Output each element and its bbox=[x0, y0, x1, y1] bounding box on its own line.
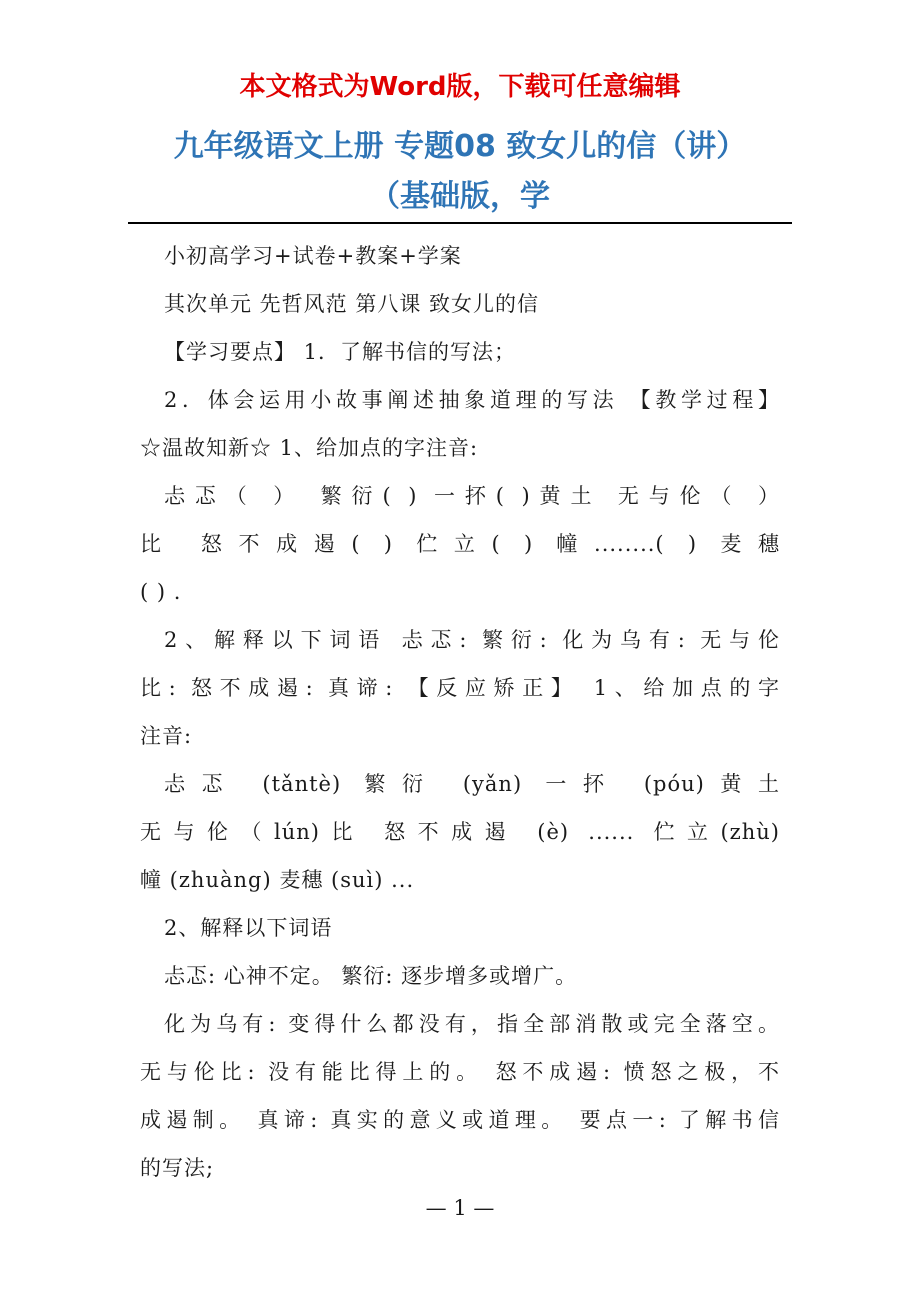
body-line: 小初高学习+试卷+教案+学案 bbox=[164, 244, 462, 268]
body-line: 比: 怒不成遏: 真谛: 【反应矫正】 1、给加点的字 bbox=[140, 676, 780, 700]
body-line: ( ) . bbox=[140, 580, 182, 604]
body-line: 2．体会运用小故事阐述抽象道理的写法 【教学过程】 bbox=[164, 388, 780, 412]
document-title bbox=[100, 122, 820, 222]
format-notice-banner: 本文格式为Word版，下载可任意编辑 bbox=[239, 72, 681, 102]
body-line: 2、解释以下词语 bbox=[164, 916, 333, 940]
body-line: 忐忑 (tǎntè) 繁衍 (yǎn) 一抔 (póu)黄土 bbox=[164, 772, 780, 796]
body-line: 【学习要点】 1．了解书信的写法； bbox=[164, 340, 517, 364]
body-line: 比 怒不成遏( ) 伫立( ) 幢........( ) 麦穗 bbox=[140, 532, 780, 556]
body-line: 的写法; bbox=[140, 1156, 215, 1180]
body-line: 忐忑（ ） 繁衍( ) 一抔( )黄土 无与伦（ ） bbox=[164, 484, 780, 508]
body-line: 成遏制。 真谛: 真实的意义或道理。 要点一: 了解书信 bbox=[140, 1108, 780, 1132]
title-line-2: （基础版，学 bbox=[370, 179, 550, 214]
page-number: — 1 — bbox=[425, 1196, 495, 1220]
title-divider bbox=[128, 222, 792, 224]
body-line: 2、解释以下词语 忐忑: 繁衍: 化为乌有: 无与伦 bbox=[164, 628, 780, 652]
body-line: 注音: bbox=[140, 724, 193, 748]
body-line: 无与伦（lún)比 怒不成遏 (è) ...... 伫立(zhù) bbox=[140, 820, 780, 844]
body-line: 幢 (zhuàng) 麦穗 (suì) ... bbox=[140, 868, 415, 892]
body-line: 忐忑: 心神不定。 繁衍: 逐步增多或增广。 bbox=[164, 964, 578, 988]
title-line-1: 九年级语文上册 专题08 致女儿的信（讲） bbox=[173, 129, 747, 164]
body-line: 其次单元 先哲风范 第八课 致女儿的信 bbox=[164, 292, 540, 316]
document-body bbox=[140, 232, 780, 1192]
body-line: 化为乌有: 变得什么都没有，指全部消散或完全落空。 bbox=[164, 1012, 780, 1036]
body-line: ☆温故知新☆ 1、给加点的字注音: bbox=[140, 436, 479, 460]
body-line: 无与伦比: 没有能比得上的。 怒不成遏: 愤怒之极，不 bbox=[140, 1060, 780, 1084]
